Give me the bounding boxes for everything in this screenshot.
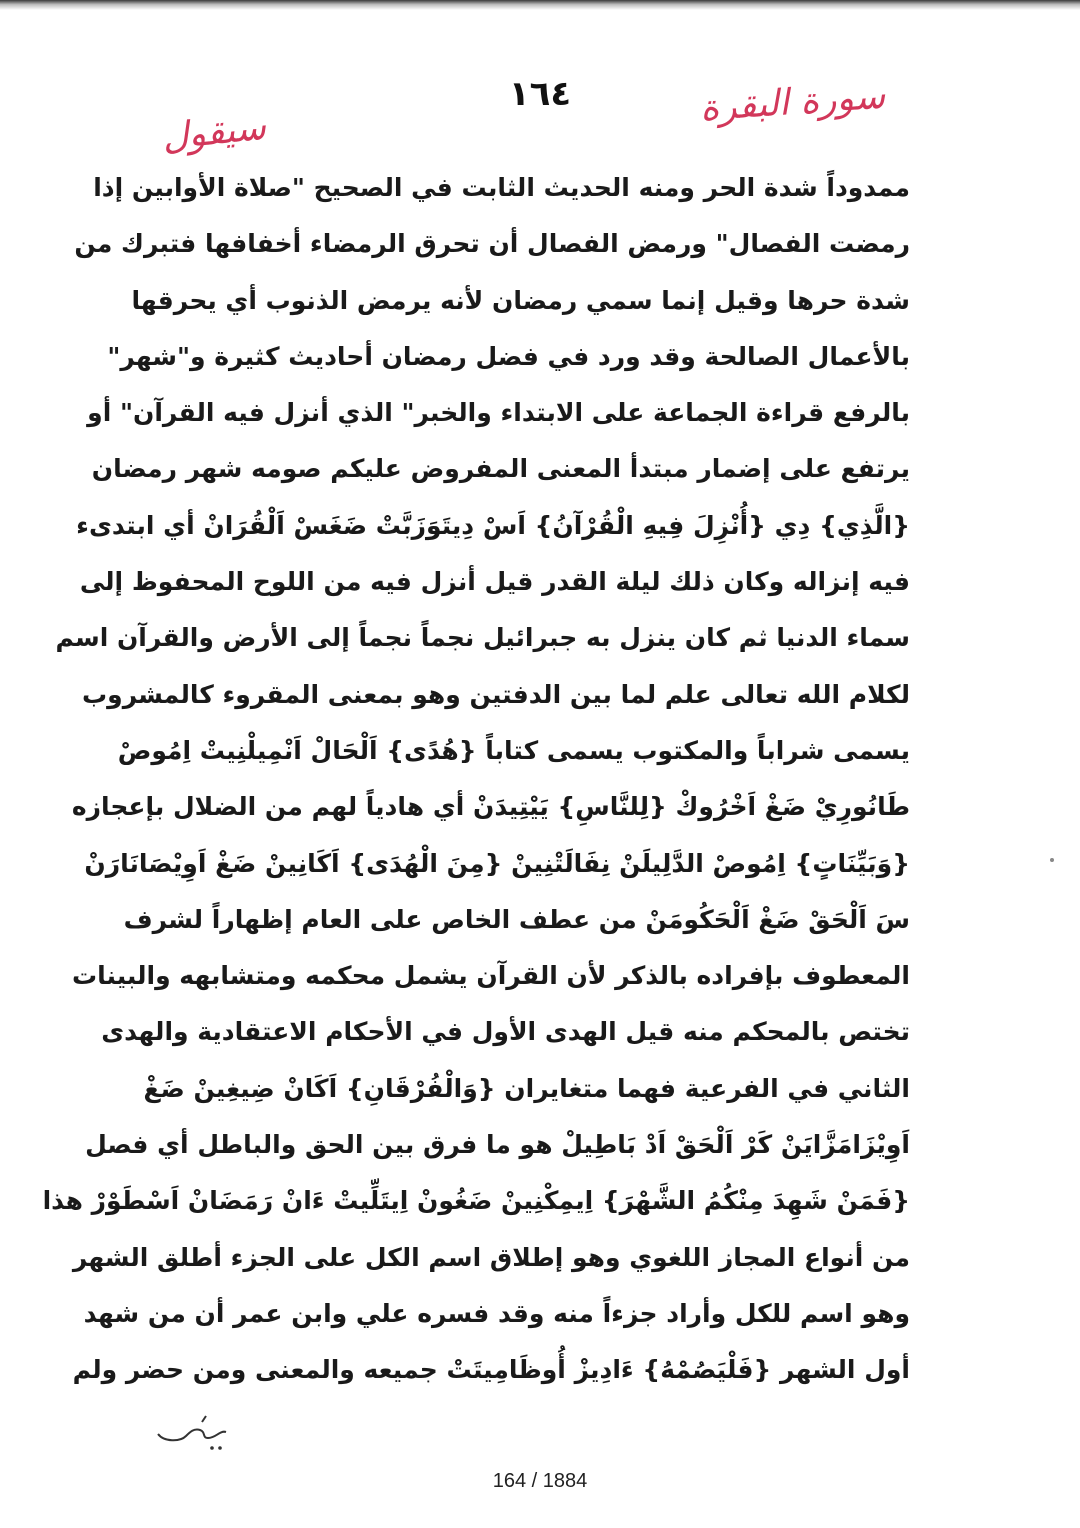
text-line: وهو اسم للكل وأراد جزءاً منه وقد فسره علي وابن عمر أن من شهد xyxy=(83,1298,910,1328)
text-line: اَوِيْزَامَزَّايَنْ كَرْ اَلْحَقْ اَدْ بَاطِيلْ هو ما فرق بين الحق والباطل أي فصل xyxy=(85,1130,910,1160)
text-line: سَ اَلْحَقْ ضَغْ اَلْحَكُومَنْ من عطف الخاص على العام إظهاراً لشرف xyxy=(123,904,910,934)
page-number: ١٦٤ xyxy=(508,74,572,114)
text-body xyxy=(42,160,910,1399)
text-line: يرتفع على إضمار مبتدأ المعنى المفروض عليكم صومه شهر رمضان xyxy=(91,454,910,484)
text-line: لكلام الله تعالى علم لما بين الدفتين وهو بمعنى المقروء كالمشروب xyxy=(82,679,910,709)
scan-speck xyxy=(1050,858,1054,862)
text-line: الثاني في الفرعية فهما متغايران {وَالْفُرْقَانِ} اَكَانْ ضِيغِينْ ضَغْ xyxy=(143,1073,910,1103)
margin-note-sayaqul: سيقول xyxy=(160,106,268,159)
text-line: شدة حرها وقيل إنما سمي رمضان لأنه يرمض الذنوب أي يحرقها xyxy=(131,285,910,315)
text-line: ممدوداً شدة الحر ومنه الحديث الثابت في الصحيح "صلاة الأوابين إذا xyxy=(93,173,910,202)
text-line: {فَمَنْ شَهِدَ مِنْكُمُ الشَّهْرَ} اِيمِكْنِينْ ضَغُونْ اِيتَلِّيتْ ءَانْ رَمَضَانْ اَسْطَوْرْ هذا xyxy=(42,1186,910,1216)
text-line: طَانُورِيْ ضَغْ اَخْرُوكْ {لِلنَّاسِ} يَيْتِيدَنْ أي هادياً لهم من الضلال بإعجازه xyxy=(71,792,910,822)
text-line: بالأعمال الصالحة وقد ورد في فضل رمضان أحاديث كثيرة و"شهر" xyxy=(107,341,910,371)
text-line: {وَبَيِّنَاتٍ} اِمُوصْ الدَّلِيلَنْ نِفَالَتْنِينْ {مِنَ الْهُدَى} اَكَانِينْ ضَغْ اَوِيْصَانَارَنْ xyxy=(84,848,910,878)
text-line: سماء الدنيا ثم كان ينزل به جبرائيل نجماً نجماً إلى الأرض والقرآن اسم xyxy=(55,623,910,653)
text-line: من أنواع المجاز اللغوي وهو إطلاق اسم الكل على الجزء أطلق الشهر xyxy=(72,1242,910,1272)
text-line: أول الشهر {فَلْيَصُمْهُ} ءَادِيزْ أُوظَامِيتَتْ جميعه والمعنى ومن حضر ولم xyxy=(72,1355,910,1385)
text-line: المعطوف بإفراده بالذكر لأن القرآن يشمل محكمه ومتشابهه والبينات xyxy=(71,961,910,991)
text-line: رمضت الفصال" ورمض الفصال أن تحرق الرمضاء أخفافها فتبرك من xyxy=(74,229,910,259)
catchword-scribble xyxy=(150,1408,240,1458)
margin-note-surah: سورة البقرة xyxy=(698,75,887,130)
text-line: فيه إنزاله وكان ذلك ليلة القدر قيل أنزل فيه من اللوح المحفوظ إلى xyxy=(79,567,910,597)
pdf-page-indicator: 164 / 1884 xyxy=(492,1470,588,1492)
text-line: يسمى شراباً والمكتوب يسمى كتاباً {هُدًى} اَلْحَالْ اَنْمِيلْنِيتْ اِمُوصْ xyxy=(117,735,910,765)
text-line: تختص بالمحكم منه قيل الهدى الأول في الأحكام الاعتقادية والهدى xyxy=(101,1017,910,1047)
text-line: {الَّذِي} دِي {أُنْزِلَ فِيهِ الْقُرْآنُ} اَسْ دِيتَوَزَبَّتْ ضَغَسْ اَلْقُرَانْ أي ابتدىء xyxy=(76,510,910,540)
text-line: بالرفع قراءة الجماعة على الابتداء والخبر" الذي أنزل فيه القرآن" أو xyxy=(87,398,910,428)
